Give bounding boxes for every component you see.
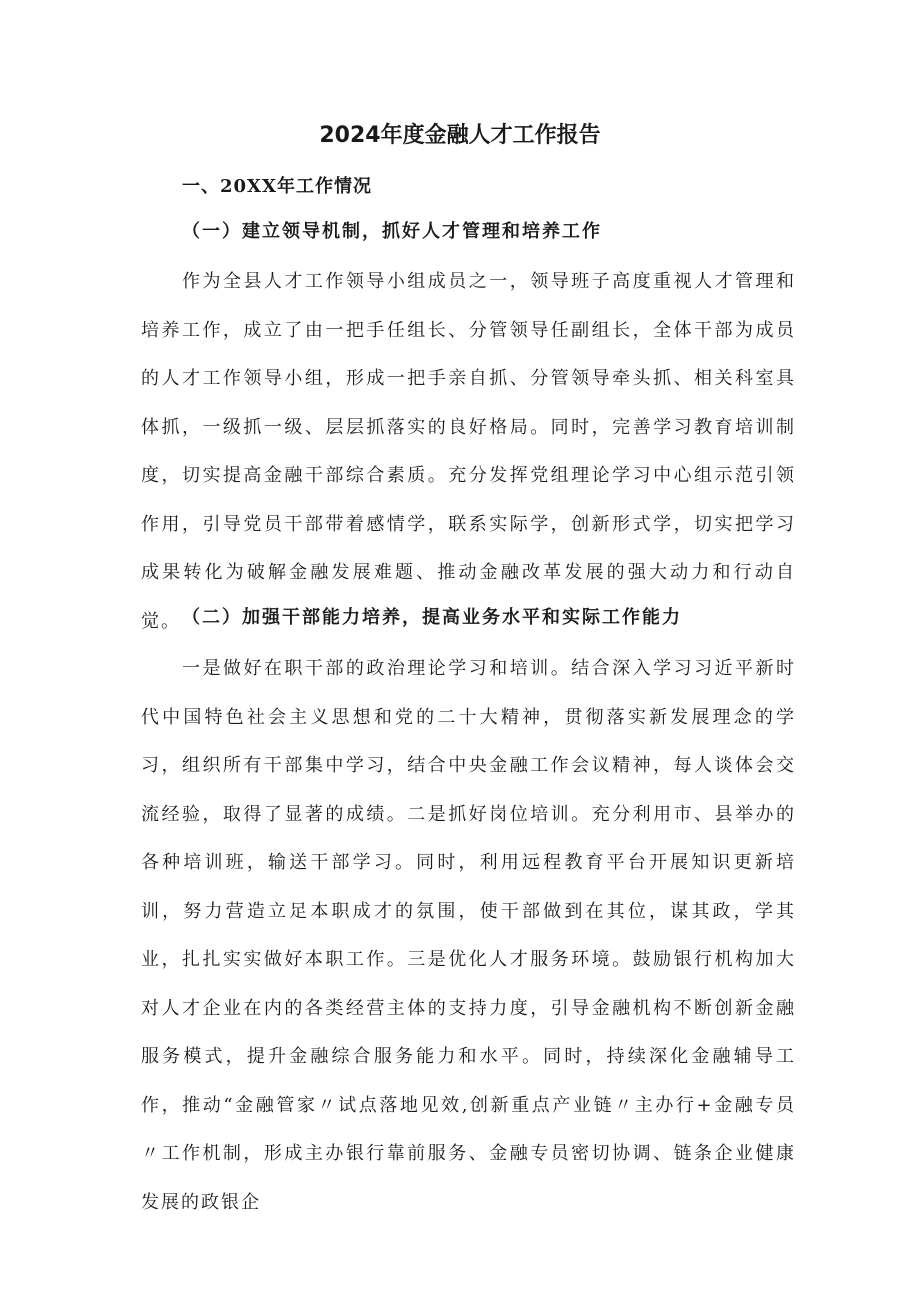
- subsection-heading-1: （一）建立领导机制，抓好人才管理和培养工作: [182, 221, 602, 242]
- subsection-heading-2: （二）加强干部能力培养，提高业务水平和实际工作能力: [182, 607, 682, 628]
- section-heading-1: 一、20XX年工作情况: [182, 176, 372, 197]
- document-title: 2024年度金融人才工作报告: [319, 123, 601, 148]
- subsection-2-paragraph: 一是做好在职干部的政治理论学习和培训。结合深入学习习近平新时代中国特色社会主义思想和党的二十大精神，贯彻落实新发展理念的学习，组织所有干部集中学习，结合中央金融工作会议精神，每人谈体会交流经验，取得了显著的成绩。二是抓好岗位培训。充分利用市、县举办的各种培训班，输送干部学习。同时，利用远程教育平台开展知识更新培训，努力营造立足本职成才的氛围，使干部做到在其位，谋其政，学其业，扎扎实实做好本职工作。三是优化人才服务环境。鼓励银行机构加大对人才企业在内的各类经营主体的支持力度，引导金融机构不断创新金融服务模式，提升金融综合服务能力和水平。同时，持续深化金融辅导工作，推动“金融管家〃试点落地见效,创新重点产业链〃主办行+金融专员〃工作机制，形成主办银行靠前服务、金融专员密切协调、链条企业健康发展的政银企: [141, 658, 796, 1213]
- subsection-1-paragraph: 作为全县人才工作领导小组成员之一，领导班子高度重视人才管理和培养工作，成立了由一把手任组长、分管领导任副组长，全体干部为成员的人才工作领导小组，形成一把手亲自抓、分管领导牵头抓、相关科室具体抓，一级抓一级、层层抓落实的良好格局。同时，完善学习教育培训制度，切实提高金融干部综合素质。充分发挥党组理论学习中心组示范引领作用，引导党员干部带着感情学，联系实际学，创新形式学，切实把学习成果转化为破解金融发展难题、推动金融改革发展的强大动力和行动自觉。: [141, 271, 796, 632]
